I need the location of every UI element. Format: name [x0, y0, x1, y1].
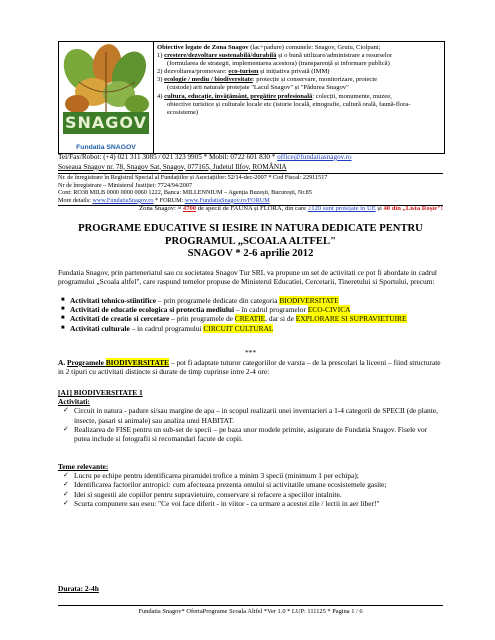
objective-item: 4) cultura, educație, învățământ, pregătire profesională: colecții, monumente, muzee, [157, 92, 392, 100]
a1-activities-label: Activitati: [58, 397, 91, 407]
activities-list [58, 296, 443, 333]
list-item: ✓ Idei si sugestii ale copiilor pentru supravietuire, conservare si refacere a speciilor intalnite. [63, 489, 342, 499]
list-item: ✓ Realizarea de FISE pentru un sub-set de specii – pe baza unor modele primite, asigurate de Fundatia Snagov. Fisele vor putea include si fotografii si recomandari facute de copii. [63, 424, 428, 444]
list-item: ■ Activitati de creatie si cercetare – prin programele de CREATIE, dar si de EXPLORARE SI SUPRAVIETUIRE [61, 314, 407, 324]
bank-line: Cont: RO38 MILB 0000 0000 0060 1222, Banca: MILLENNIUM – Agenția Buzești, București, Nr.85 [58, 189, 312, 197]
email-link[interactable]: office@fundatiasnagov.ro [277, 153, 352, 161]
objective-item-cont: obiective turistice și culturale locale etc (istorie locală, etnografie, cultură orală, faună-flora- ecosisteme) [167, 100, 411, 116]
logo-wordmark: SNAGOV [65, 113, 147, 132]
logo [59, 42, 154, 153]
objective-item: 1) crestere/dezvoltare sustenabilă/durabilă și o bună utilizare/administrare a resurselor [157, 52, 393, 60]
contact-phone-line: Tel/Fax/Robot: (+4) 021 311 3085 / 021 323 9905 * Mobil: 0722 601 830 * office@fundatiasnagov.ro [58, 153, 352, 161]
intro-paragraph: Fundatia Snagov, prin parteneriatul sau cu societatea Snagov Tur SRL va propune un set de activitati ce pot fi abordate in cadrul programului „Scoala altfel", care raspund temelor propuse de Ministerul Educatiei, Cercetarii, Tineretului si Sportului, precum: [58, 268, 437, 287]
page-footer: Fundatia Snagov* OfertaPrograme Scoala Altfel *Ver 1.0 * LUP: 111125 * Pagina 1 / 6 [58, 605, 443, 615]
list-item: ■ Activitati de educatie ecologica si protectia mediului – în cadrul programelor ECO-CIVICA [61, 305, 351, 315]
logo-caption: Fundatia SNAGOV [76, 144, 136, 151]
a1-title: [A1] BIODIVERSITATE 1 [58, 388, 143, 397]
contact-block [58, 153, 443, 172]
objective-item: 3) ecologie / mediu / biodiversitate: protecție și conservare, monitorizare, proiecte [157, 76, 378, 84]
list-item: ✓ Lucru pe echipe pentru identificarea piramidei trofice a minim 3 specii (minimum 1 per echipa); [63, 471, 359, 481]
list-item: ✓ Identificarea factorilor antropici: cum afecteaza prezenta omului si activitatile umane ecosistemele gasite; [63, 480, 387, 490]
objective-item: 2) dezvoltarea/promovare: eco-turism și inițiativa privată (IMM) [157, 68, 330, 76]
title-line: PROGRAME EDUCATIVE SI IESIRE IN NATURA DEDICATE PENTRU [78, 223, 423, 234]
zona-line: Zona Snagov: ≈ 4700 de specii de FAUNA și FLORA, din care ≥120 sunt protejate in UE și 40 din „Lista Roșie"! [139, 205, 443, 212]
teme-label: Teme relevante: [58, 462, 109, 471]
objective-item-cont: (formularea de strategii, implementarea acestora) (transparență și informare publică) [167, 60, 390, 68]
objectives-title: Obiective legate de Zona Snagov [157, 44, 249, 51]
list-item: ✓ Scurta compunere sau eseu: "Ce voi face diferit - in viitor - ca urmare a acestei zile / lectii in aer liber!" [63, 498, 380, 508]
objectives-list [157, 44, 441, 117]
forum-link[interactable]: www.FundatiaSnagov.ro/FORUM [184, 196, 270, 204]
duration-label: Durata: 2-4h [58, 584, 99, 593]
page-title [58, 223, 443, 261]
leaf-logo-icon [59, 42, 153, 153]
list-item: ■ Activitati culturale – in cadrul programului CIRCUIT CULTURAL [61, 323, 274, 333]
registration-block [58, 174, 443, 204]
registration-line: Nr de înregistrare – Ministerul Justiției: 7724/94/2007 [58, 181, 193, 189]
protected-species-link[interactable]: ≥120 sunt protejate in UE [307, 205, 376, 212]
title-line: SNAGOV * 2-6 aprilie 2012 [187, 248, 314, 260]
objective-item-cont: (custode) arii naturale protejate "Lacul Snagov" și "Pădurea Snagov" [167, 84, 349, 92]
list-item: ■ Activitati tehnico-stiintifice – prin programele dedicate din categoria BIODIVERSITATE [61, 296, 339, 305]
separator-stars: *** [244, 348, 257, 357]
title-line: PROGRAMUL „SCOALA ALTFEL" [165, 235, 336, 247]
section-teme [58, 462, 443, 508]
website-link[interactable]: www.FundatiaSnagov.ro [92, 196, 154, 204]
more-details-line: More details: www.FundatiaSnagov.ro * FORUM: www.FundatiaSnagov.ro/FORUM [58, 196, 270, 204]
section-a1 [58, 388, 443, 443]
section-a: A. Programele BIODIVERSITATE – pot fi adaptate tuturor categoriilor de varsta – de la prescolari la liceeni – fiind structurate in 2 tipuri cu activitati distincte si durate de timp cuprinse intre 2-4 ore: [58, 358, 441, 377]
list-item: ✓ Circuit in natura - padure si/sau margine de apa – in scopul realizarii unei inventarieri a 1-4 categorii de SPECII (de plante, insecte, pasari si animale) sau analiza unui HABITAT. [63, 406, 438, 425]
registration-line: Nr. de înregistrare în Registrul Special al Fundațiilor și Asociațiilor: 52/14-dec-2007 * Cod Fiscal: 22911517 [58, 174, 328, 181]
objectives-title-rest: (lac+padure) comunele: Snagov, Gruiu, Ciolpani; [248, 44, 381, 51]
contact-address: Soseaua Snagov nr. 78, Snagov Sat, Snagov, 077165, Judetul Ilfov, ROMÂNIA [58, 162, 287, 171]
header-box [58, 41, 445, 154]
